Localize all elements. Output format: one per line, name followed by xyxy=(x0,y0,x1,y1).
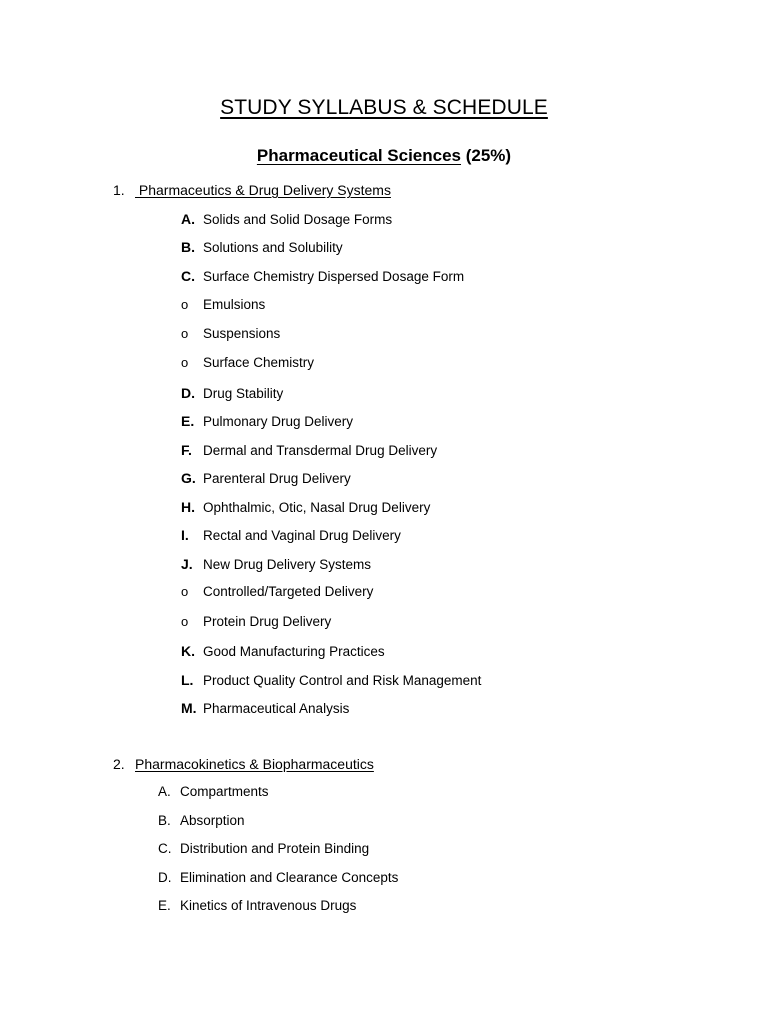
document-subtitle xyxy=(0,146,768,166)
list-item xyxy=(158,813,245,828)
list-item xyxy=(158,841,369,856)
item-marker: J. xyxy=(181,556,193,572)
item-text: Surface Chemistry xyxy=(203,355,315,370)
list-item xyxy=(158,784,269,799)
item-marker: A. xyxy=(181,211,195,227)
item-text: Solids and Solid Dosage Forms xyxy=(203,212,393,227)
section-heading-2 xyxy=(113,756,374,772)
item-marker: o xyxy=(181,355,189,370)
item-text: Parenteral Drug Delivery xyxy=(203,471,351,486)
item-text: Pulmonary Drug Delivery xyxy=(203,414,354,429)
item-text: Compartments xyxy=(180,784,269,799)
list-item xyxy=(181,297,265,312)
list-item xyxy=(181,527,401,543)
item-text: Product Quality Control and Risk Management xyxy=(203,673,482,688)
item-text: Absorption xyxy=(180,813,245,828)
item-marker: K. xyxy=(181,643,195,659)
list-item xyxy=(181,442,437,458)
item-marker: C. xyxy=(158,841,172,856)
item-text: Emulsions xyxy=(203,297,266,312)
item-text: Dermal and Transdermal Drug Delivery xyxy=(203,443,438,458)
item-text: Pharmaceutical Analysis xyxy=(203,701,350,716)
list-item xyxy=(181,614,331,629)
section-number: 2. xyxy=(113,756,125,772)
item-marker: B. xyxy=(158,813,171,828)
item-marker: M. xyxy=(181,700,197,716)
item-text: Good Manufacturing Practices xyxy=(203,644,385,659)
item-text: New Drug Delivery Systems xyxy=(203,557,372,572)
item-text: Protein Drug Delivery xyxy=(203,614,332,629)
subtitle-main: Pharmaceutical Sciences xyxy=(256,146,462,165)
item-marker: G. xyxy=(181,470,196,486)
item-text: Elimination and Clearance Concepts xyxy=(180,870,399,885)
list-item xyxy=(181,584,373,599)
item-text: Kinetics of Intravenous Drugs xyxy=(180,898,357,913)
list-item xyxy=(181,470,351,486)
item-marker: B. xyxy=(181,239,195,255)
item-text: Distribution and Protein Binding xyxy=(180,841,370,856)
item-text: Suspensions xyxy=(203,326,281,341)
item-marker: E. xyxy=(181,413,195,429)
item-text: Surface Chemistry Dispersed Dosage Form xyxy=(203,269,465,284)
section-heading-1 xyxy=(113,182,391,198)
subtitle-suffix: (25%) xyxy=(461,146,512,165)
list-item xyxy=(181,672,481,688)
list-item xyxy=(181,556,371,572)
item-marker: D. xyxy=(158,870,172,885)
item-text: Drug Stability xyxy=(203,386,284,401)
item-marker: C. xyxy=(181,268,195,284)
list-item xyxy=(181,385,283,401)
item-marker: I. xyxy=(181,527,189,543)
section-number: 1. xyxy=(113,182,125,198)
item-marker: E. xyxy=(158,898,171,913)
list-item xyxy=(181,700,349,716)
document-title: STUDY SYLLABUS & SCHEDULE xyxy=(220,96,548,119)
list-item xyxy=(158,870,398,885)
list-item xyxy=(181,239,343,255)
list-item xyxy=(181,326,280,341)
item-marker: o xyxy=(181,614,189,629)
item-text: Controlled/Targeted Delivery xyxy=(203,584,374,599)
item-marker: F. xyxy=(181,442,192,458)
list-item xyxy=(181,268,464,284)
list-item xyxy=(181,413,353,429)
item-marker: H. xyxy=(181,499,195,515)
item-text: Solutions and Solubility xyxy=(203,240,343,255)
item-marker: A. xyxy=(158,784,171,799)
section-title: Pharmacokinetics & Biopharmaceutics xyxy=(135,756,374,772)
section-title: Pharmaceutics & Drug Delivery Systems xyxy=(135,182,391,198)
list-item xyxy=(158,898,356,913)
list-item xyxy=(181,499,430,515)
item-marker: o xyxy=(181,326,189,341)
item-marker: L. xyxy=(181,672,194,688)
item-marker: o xyxy=(181,584,189,599)
item-text: Ophthalmic, Otic, Nasal Drug Delivery xyxy=(203,500,431,515)
list-item xyxy=(181,211,392,227)
list-item xyxy=(181,355,314,370)
item-marker: o xyxy=(181,297,189,312)
item-marker: D. xyxy=(181,385,195,401)
list-item xyxy=(181,643,385,659)
item-text: Rectal and Vaginal Drug Delivery xyxy=(203,528,401,543)
